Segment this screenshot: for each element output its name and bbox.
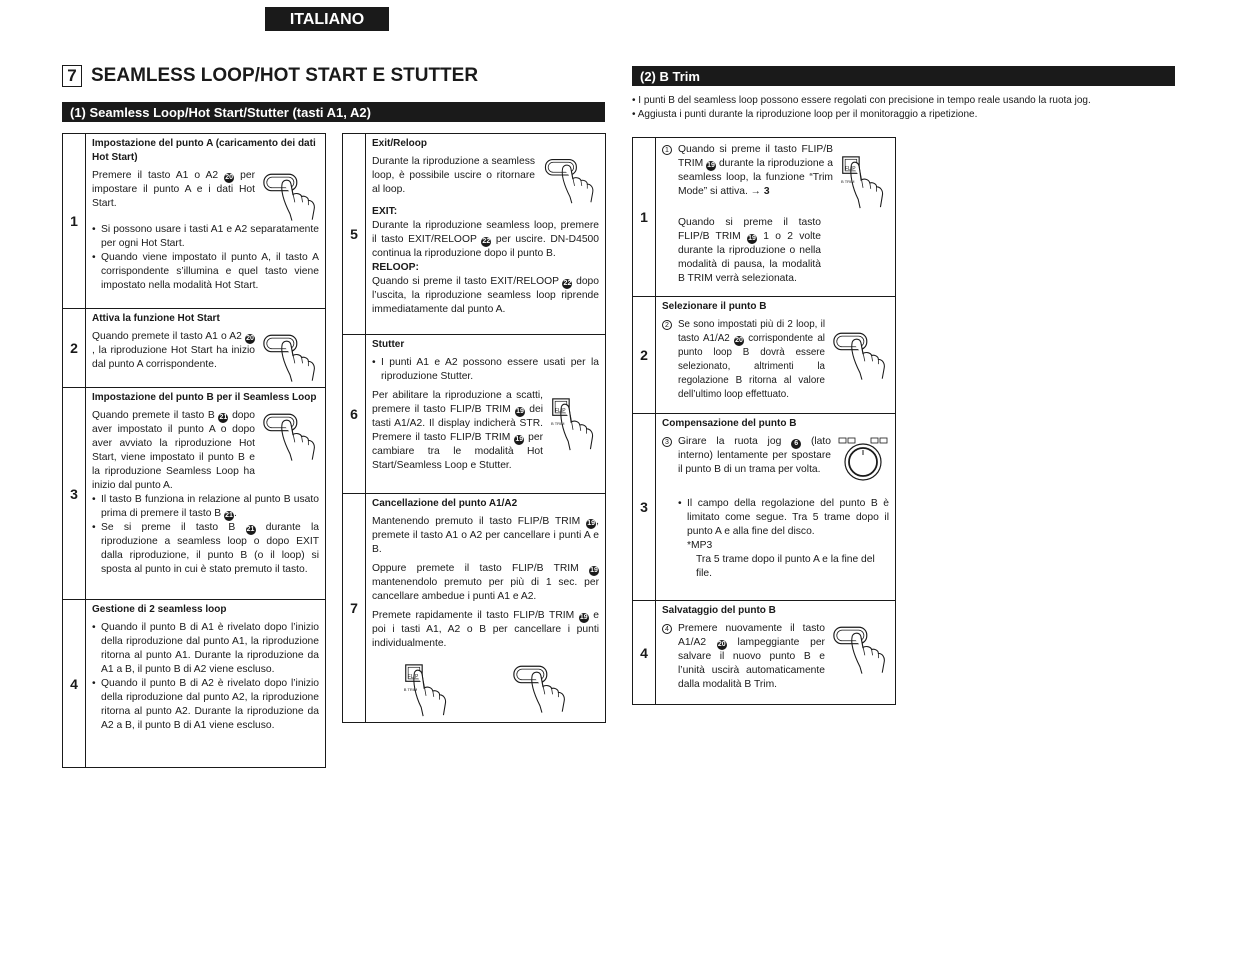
step-body: [86, 600, 325, 767]
bullet-item: • Si possono usare i tasti A1 e A2 separatamente per ogni Hot Start.: [92, 223, 319, 251]
substep-number: 1: [662, 145, 672, 155]
subsection-bar-2: [632, 66, 1175, 86]
step-1: [633, 138, 895, 296]
step-4: [63, 599, 325, 767]
step-row: [92, 409, 319, 493]
step-2: [63, 308, 325, 387]
intro-line: • I punti B del seamless loop possono essere regolati con precisione in tempo reale usando la ruota jog.: [632, 95, 1091, 106]
step-heading: Cancellazione del punto A1/A2: [372, 498, 518, 509]
step-text: Quando si preme il tasto EXIT/RELOOP 22 dopo l’uscita, la riproduzione seamless loop riprende immediatamente dal punto A.: [372, 276, 599, 315]
subsection-title-1: (1) Seamless Loop/Hot Start/Stutter (tasti A1, A2): [70, 105, 371, 120]
ref-number: 20: [735, 337, 743, 344]
subsection-bar-1: [62, 102, 605, 122]
button-press-illustration: [261, 169, 319, 223]
bullet-item: • Il tasto B funziona in relazione al punto B usato prima di premere il tasto B 21.: [92, 493, 319, 521]
step-body: [86, 134, 325, 308]
section-title-text: SEAMLESS LOOP/HOT START E STUTTER: [91, 65, 479, 86]
step-body: [656, 601, 895, 704]
step-number: 4: [63, 600, 86, 767]
steps-column-2: [342, 133, 606, 723]
step-text: Durante la riproduzione a seamless loop, è possibile uscire o ritornare al loop.: [372, 156, 535, 195]
step-6: [343, 334, 605, 493]
step-text: Se sono impostati più di 2 loop, il tasto A1/A2 20 corrispondente al punto loop B dovrà essere selezionato, altrimenti la regolazione B ritorna al valore dell’ultimo loop effettuato.: [678, 319, 825, 400]
step-text: Oppure premete il tasto FLIP/B TRIM 19 mantenendolo premuto per più di 1 sec. per cancellare ambedue i punti A1 e A2.: [372, 563, 599, 602]
ref-number: 19: [579, 614, 588, 621]
exit-label: EXIT:: [372, 206, 398, 217]
ref-number: 19: [707, 162, 715, 169]
section-number: 7: [62, 65, 82, 87]
step-row: [662, 143, 889, 211]
ref-number: 20: [717, 641, 726, 648]
step-text: Durante la riproduzione seamless loop, premere il tasto EXIT/RELOOP 22 per uscire. DN-D4500 continua la riproduzione dopo il punto B.: [372, 220, 599, 259]
step-heading: Gestione di 2 seamless loop: [92, 604, 227, 615]
substep-number: 3: [662, 437, 672, 447]
btrim-label: B TRIM: [403, 687, 418, 692]
step-row: [92, 169, 319, 223]
step-row: [662, 622, 889, 692]
step-body: [86, 309, 325, 387]
button-press-illustration: [831, 622, 889, 676]
flip-label: FLIP: [845, 166, 856, 172]
step-body: [86, 388, 325, 599]
step-number: 2: [63, 309, 86, 387]
step-heading: Exit/Reloop: [372, 138, 428, 149]
step-row: [92, 330, 319, 384]
flip-label: FLIP: [407, 674, 419, 680]
button-press-illustration: [511, 661, 569, 715]
step-5: [343, 134, 605, 334]
ref-number: 20: [246, 335, 254, 342]
bullet-item: • Il campo della regolazione del punto B è limitato come segue. Tra 5 trame dopo il punto A e alla fine del disco.: [678, 497, 889, 539]
btrim-label: B TRIM: [841, 179, 855, 184]
step-text: Quando si preme il tasto FLIP/B TRIM 19 durante la riproduzione a seamless loop, la funzione “Trim Mode” si attiva. → 3: [678, 144, 833, 197]
step-number: 1: [63, 134, 86, 308]
step-text: Quando premete il tasto A1 o A2 20, la riproduzione Hot Start ha inizio dal punto A corrispondente.: [92, 331, 255, 370]
bullet-item: • Quando viene impostato il punto A, il tasto A corrispondente s’illumina e quel tasto viene impostato nella modalità Hot Start.: [92, 251, 319, 293]
step-number: 5: [343, 134, 366, 334]
button-press-illustration: [831, 328, 889, 382]
step-body: [366, 134, 605, 334]
step-text: Quando si preme il tasto FLIP/B TRIM 19 1 o 2 volte durante la riproduzione o nella modalità di pausa, la modalità B TRIM verrà selezionata.: [678, 217, 821, 284]
step-number: 4: [633, 601, 656, 704]
figure-row: [372, 661, 599, 719]
step-number: 3: [63, 388, 86, 599]
step-heading: Salvataggio del punto B: [662, 605, 776, 616]
ref-number: 21: [219, 414, 228, 421]
step-row: [372, 155, 599, 205]
step-number: 7: [343, 494, 366, 722]
step-body: [366, 494, 605, 722]
step-heading: Impostazione del punto A (caricamento dei dati Hot Start): [92, 138, 316, 163]
steps-column-3: [632, 137, 896, 705]
step-number: 2: [633, 297, 656, 413]
button-press-illustration: [541, 155, 599, 205]
btrim-label: B TRIM: [551, 421, 565, 426]
reloop-label: RELOOP:: [372, 262, 419, 273]
bullet-item: • I punti A1 e A2 possono essere usati per la riproduzione Stutter.: [372, 356, 599, 384]
step-number: 6: [343, 335, 366, 493]
step-text: Premete rapidamente il tasto FLIP/B TRIM 19 e poi i tasti A1, A2 o B per cancellare i punti individualmente.: [372, 610, 599, 649]
step-3: [633, 413, 895, 600]
intro-line: • Aggiusta i punti durante la riproduzione loop per il monitoraggio a ripetizione.: [632, 109, 978, 120]
ref-number: 19: [515, 436, 524, 443]
step-heading: Attiva la funzione Hot Start: [92, 313, 220, 324]
ref-number: 19: [516, 408, 524, 415]
language-tab: ITALIANO: [265, 7, 389, 31]
step-text: Mantenendo premuto il tasto FLIP/B TRIM 19, premete il tasto A1 o A2 per cancellare i punti A e B.: [372, 516, 599, 555]
step-text: Girare la ruota jog 6 (lato interno) lentamente per spostare il punto B di un trama per volta.: [678, 436, 831, 475]
step-2: [633, 296, 895, 413]
step-number: 1: [633, 138, 656, 296]
ref-number: 22: [563, 280, 572, 287]
step-text: Quando premete il tasto B 21 dopo aver impostato il punto A o dopo aver avviato la riproduzione Hot Start, viene impostato il punto B e la riproduzione Seamless Loop ha inizio dal punto A.: [92, 410, 255, 491]
mp3-text: Tra 5 trame dopo il punto A e la fine del file.: [696, 554, 875, 579]
step-1: [63, 134, 325, 308]
step-heading: Stutter: [372, 339, 405, 350]
step-7: [343, 493, 605, 722]
step-body: [656, 414, 895, 600]
step-row: [662, 318, 889, 402]
step-3: [63, 387, 325, 599]
mp3-label: *MP3: [687, 540, 713, 551]
bullet-item: • Quando il punto B di A2 è rivelato dopo l’inizio della riproduzione dal punto A2, la riproduzione ritorna al punto A2. Durante la riproduzione da A2 a B, il punto B di A1 viene escluso.: [92, 677, 319, 733]
step-body: [656, 138, 895, 296]
flip-button-illustration: [402, 661, 452, 719]
ref-number: 22: [482, 238, 491, 245]
ref-step: 3: [763, 186, 770, 197]
flip-button-illustration: [839, 153, 889, 211]
ref-number: 19: [587, 520, 596, 527]
jog-wheel-icon: [837, 435, 889, 483]
step-heading: Impostazione del punto B per il Seamless Loop: [92, 392, 317, 403]
ref-number: 21: [225, 512, 233, 519]
substep-number: 4: [662, 624, 672, 634]
step-text: Per abilitare la riproduzione a scatti, premere il tasto FLIP/B TRIM 19 dei tasti A1/A2. Il display indicherà STR. Premere il tasto FLIP/B TRIM 19 per cambiare tra le modalità Hot Start/Seamless Loop e Stutter.: [372, 390, 544, 471]
step-body: [366, 335, 605, 493]
button-press-illustration: [261, 409, 319, 463]
flip-button-illustration: [549, 395, 599, 453]
step-row: [662, 435, 889, 483]
btrim-intro: [632, 94, 1192, 122]
ref-number: 19: [748, 235, 756, 242]
step-heading: Selezionare il punto B: [662, 301, 767, 312]
substep-number: 2: [662, 320, 672, 330]
step-text: Premere nuovamente il tasto A1/A2 20 lampeggiante per salvare il nuovo punto B e l’unità uscirà automaticamente dalla modalità B Trim.: [678, 623, 825, 690]
bullet-item: • Quando il punto B di A1 è rivelato dopo l’inizio della riproduzione dal punto A1, la riproduzione ritorna al punto A1. Durante la riproduzione da A1 a B, il punto B di A2 viene escluso.: [92, 621, 319, 677]
step-row: [372, 389, 599, 473]
ref-number: 21: [246, 526, 255, 533]
subsection-title-2: (2) B Trim: [640, 69, 700, 84]
section-title: [62, 65, 478, 87]
ref-number: 19: [590, 567, 598, 574]
step-text: Premere il tasto A1 o A2 20 per impostare il punto A e i dati Hot Start.: [92, 170, 255, 209]
bullet-item: • Se si preme il tasto B 21 durante la riproduzione a seamless loop o dopo EXIT dalla riproduzione, il punto B (o il loop) si sposta al punto in cui è stato premuto il tasto.: [92, 521, 319, 577]
step-body: [656, 297, 895, 413]
step-4: [633, 600, 895, 704]
flip-label: FLIP: [555, 408, 566, 414]
ref-number: 20: [225, 174, 234, 181]
button-press-illustration: [261, 330, 319, 384]
step-number: 3: [633, 414, 656, 600]
ref-number: 6: [791, 439, 801, 449]
step-heading: Compensazione del punto B: [662, 418, 797, 429]
steps-column-1: [62, 133, 326, 768]
